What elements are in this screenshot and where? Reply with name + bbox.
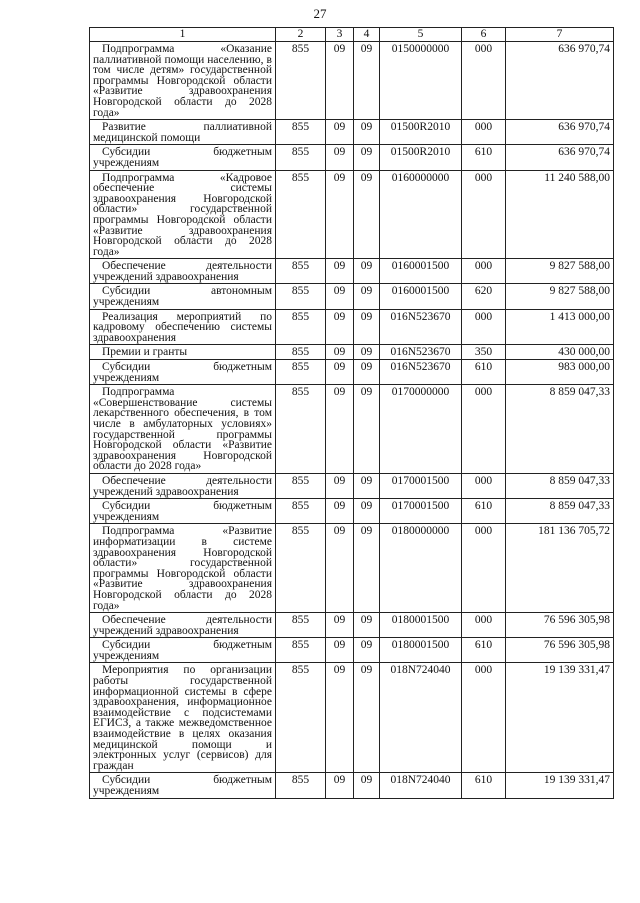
row-name: Субсидии автономным учреждениям: [90, 284, 276, 309]
row-amount: 1 413 000,00: [506, 309, 614, 345]
row-razdel: 09: [326, 145, 354, 170]
row-name: Обеспечение деятельности учреждений здравоохранения: [90, 473, 276, 498]
row-podrazdel: 09: [354, 385, 380, 474]
table-row: [90, 42, 614, 120]
row-glava: 855: [276, 345, 326, 360]
row-razdel: 09: [326, 473, 354, 498]
table-row: [90, 499, 614, 524]
row-podrazdel: 09: [354, 473, 380, 498]
row-podrazdel: 09: [354, 284, 380, 309]
row-razdel: 09: [326, 42, 354, 120]
row-amount: 8 859 047,33: [506, 385, 614, 474]
row-podrazdel: 09: [354, 170, 380, 259]
row-glava: 855: [276, 145, 326, 170]
row-amount: 8 859 047,33: [506, 499, 614, 524]
row-name: Обеспечение деятельности учреждений здравоохранения: [90, 613, 276, 638]
row-name: Подпрограмма «Совершенствование системы лекарственного обеспечения, в том числе в амбулаторных условиях» государственной программы Новгородской области «Развитие здравоохранения Новгородской области до 2028 года»: [90, 385, 276, 474]
header-row: [90, 28, 614, 42]
row-razdel: 09: [326, 120, 354, 145]
row-expense-type: 000: [462, 385, 506, 474]
row-target-article: 0170001500: [380, 473, 462, 498]
row-podrazdel: 09: [354, 524, 380, 613]
row-glava: 855: [276, 524, 326, 613]
row-glava: 855: [276, 663, 326, 773]
row-target-article: 018N724040: [380, 663, 462, 773]
row-podrazdel: 09: [354, 663, 380, 773]
row-name: Премии и гранты: [90, 345, 276, 360]
row-target-article: 01500R2010: [380, 120, 462, 145]
table-header: [90, 28, 614, 42]
row-podrazdel: 09: [354, 613, 380, 638]
header-col-6: 6: [462, 28, 506, 42]
table-row: [90, 345, 614, 360]
row-razdel: 09: [326, 385, 354, 474]
row-target-article: 0180000000: [380, 524, 462, 613]
table-body: [90, 42, 614, 799]
row-amount: 636 970,74: [506, 120, 614, 145]
row-glava: 855: [276, 120, 326, 145]
row-amount: 76 596 305,98: [506, 613, 614, 638]
row-target-article: 0150000000: [380, 42, 462, 120]
row-glava: 855: [276, 613, 326, 638]
row-glava: 855: [276, 170, 326, 259]
row-target-article: 0160000000: [380, 170, 462, 259]
row-name: Подпрограмма «Оказание паллиативной помощи населению, в том числе детям» государственной программы Новгородской области «Развитие здравоохранения Новгородской области до 2028 года»: [90, 42, 276, 120]
row-amount: 8 859 047,33: [506, 473, 614, 498]
row-razdel: 09: [326, 170, 354, 259]
row-razdel: 09: [326, 345, 354, 360]
row-expense-type: 000: [462, 42, 506, 120]
row-expense-type: 000: [462, 613, 506, 638]
row-expense-type: 000: [462, 524, 506, 613]
row-podrazdel: 09: [354, 773, 380, 798]
row-razdel: 09: [326, 663, 354, 773]
row-glava: 855: [276, 284, 326, 309]
row-name: Развитие паллиативной медицинской помощи: [90, 120, 276, 145]
row-razdel: 09: [326, 499, 354, 524]
row-podrazdel: 09: [354, 259, 380, 284]
row-target-article: 016N523670: [380, 309, 462, 345]
row-glava: 855: [276, 473, 326, 498]
row-razdel: 09: [326, 524, 354, 613]
row-podrazdel: 09: [354, 120, 380, 145]
row-name: Субсидии бюджетным учреждениям: [90, 638, 276, 663]
row-target-article: 0160001500: [380, 259, 462, 284]
row-expense-type: 610: [462, 773, 506, 798]
table-row: [90, 145, 614, 170]
header-col-2: 2: [276, 28, 326, 42]
row-amount: 11 240 588,00: [506, 170, 614, 259]
row-expense-type: 000: [462, 309, 506, 345]
header-col-4: 4: [354, 28, 380, 42]
header-col-3: 3: [326, 28, 354, 42]
row-podrazdel: 09: [354, 309, 380, 345]
row-expense-type: 610: [462, 145, 506, 170]
row-glava: 855: [276, 385, 326, 474]
table-row: [90, 259, 614, 284]
row-expense-type: 000: [462, 170, 506, 259]
row-target-article: 0160001500: [380, 284, 462, 309]
row-name: Подпрограмма «Кадровое обеспечение системы здравоохранения Новгородской области» государственной программы Новгородской области «Развитие здравоохранения Новгородской области до 2028 года»: [90, 170, 276, 259]
row-expense-type: 610: [462, 638, 506, 663]
row-target-article: 0170001500: [380, 499, 462, 524]
row-name: Субсидии бюджетным учреждениям: [90, 499, 276, 524]
row-name: Субсидии бюджетным учреждениям: [90, 145, 276, 170]
row-glava: 855: [276, 499, 326, 524]
row-razdel: 09: [326, 638, 354, 663]
table-row: [90, 638, 614, 663]
row-glava: 855: [276, 360, 326, 385]
table-row: [90, 385, 614, 474]
row-name: Мероприятия по организации работы государственной информационной системы в сфере здравоохранения, информационное взаимодействие с подсистемами ЕГИСЗ, а также межведомственное взаимодействие в целях оказания медицинской помощи и электронных услуг (сервисов) для граждан: [90, 663, 276, 773]
row-glava: 855: [276, 773, 326, 798]
row-expense-type: 000: [462, 473, 506, 498]
row-target-article: 016N523670: [380, 345, 462, 360]
table-row: [90, 613, 614, 638]
row-razdel: 09: [326, 284, 354, 309]
header-col-5: 5: [380, 28, 462, 42]
row-name: Субсидии бюджетным учреждениям: [90, 360, 276, 385]
row-razdel: 09: [326, 773, 354, 798]
table-row: [90, 524, 614, 613]
row-name: Обеспечение деятельности учреждений здравоохранения: [90, 259, 276, 284]
row-amount: 19 139 331,47: [506, 773, 614, 798]
table-row: [90, 309, 614, 345]
row-podrazdel: 09: [354, 345, 380, 360]
row-razdel: 09: [326, 259, 354, 284]
table-row: [90, 170, 614, 259]
table-row: [90, 773, 614, 798]
row-amount: 636 970,74: [506, 42, 614, 120]
table-row: [90, 120, 614, 145]
header-col-1: 1: [90, 28, 276, 42]
row-expense-type: 350: [462, 345, 506, 360]
row-expense-type: 610: [462, 360, 506, 385]
row-amount: 430 000,00: [506, 345, 614, 360]
row-amount: 9 827 588,00: [506, 284, 614, 309]
row-amount: 19 139 331,47: [506, 663, 614, 773]
row-podrazdel: 09: [354, 42, 380, 120]
row-amount: 181 136 705,72: [506, 524, 614, 613]
row-razdel: 09: [326, 309, 354, 345]
row-expense-type: 000: [462, 663, 506, 773]
row-amount: 636 970,74: [506, 145, 614, 170]
row-name: Подпрограмма «Развитие информатизации в системе здравоохранения Новгородской области» государственной программы Новгородской области «Развитие здравоохранения Новгородской области до 2028 года»: [90, 524, 276, 613]
row-target-article: 0170000000: [380, 385, 462, 474]
row-glava: 855: [276, 42, 326, 120]
row-expense-type: 000: [462, 259, 506, 284]
row-podrazdel: 09: [354, 145, 380, 170]
row-name: Субсидии бюджетным учреждениям: [90, 773, 276, 798]
header-col-7: 7: [506, 28, 614, 42]
row-podrazdel: 09: [354, 638, 380, 663]
row-target-article: 018N724040: [380, 773, 462, 798]
table-row: [90, 284, 614, 309]
page-number: 27: [313, 6, 327, 21]
row-expense-type: 620: [462, 284, 506, 309]
row-expense-type: 610: [462, 499, 506, 524]
row-razdel: 09: [326, 360, 354, 385]
table-row: [90, 473, 614, 498]
table-row: [90, 360, 614, 385]
row-glava: 855: [276, 259, 326, 284]
row-target-article: 016N523670: [380, 360, 462, 385]
row-amount: 76 596 305,98: [506, 638, 614, 663]
budget-table: [89, 27, 614, 799]
row-podrazdel: 09: [354, 499, 380, 524]
row-target-article: 0180001500: [380, 613, 462, 638]
row-amount: 9 827 588,00: [506, 259, 614, 284]
row-razdel: 09: [326, 613, 354, 638]
row-glava: 855: [276, 309, 326, 345]
row-amount: 983 000,00: [506, 360, 614, 385]
row-glava: 855: [276, 638, 326, 663]
row-target-article: 0180001500: [380, 638, 462, 663]
table-row: [90, 663, 614, 773]
row-target-article: 01500R2010: [380, 145, 462, 170]
row-podrazdel: 09: [354, 360, 380, 385]
row-expense-type: 000: [462, 120, 506, 145]
row-name: Реализация мероприятий по кадровому обеспечению системы здравоохранения: [90, 309, 276, 345]
